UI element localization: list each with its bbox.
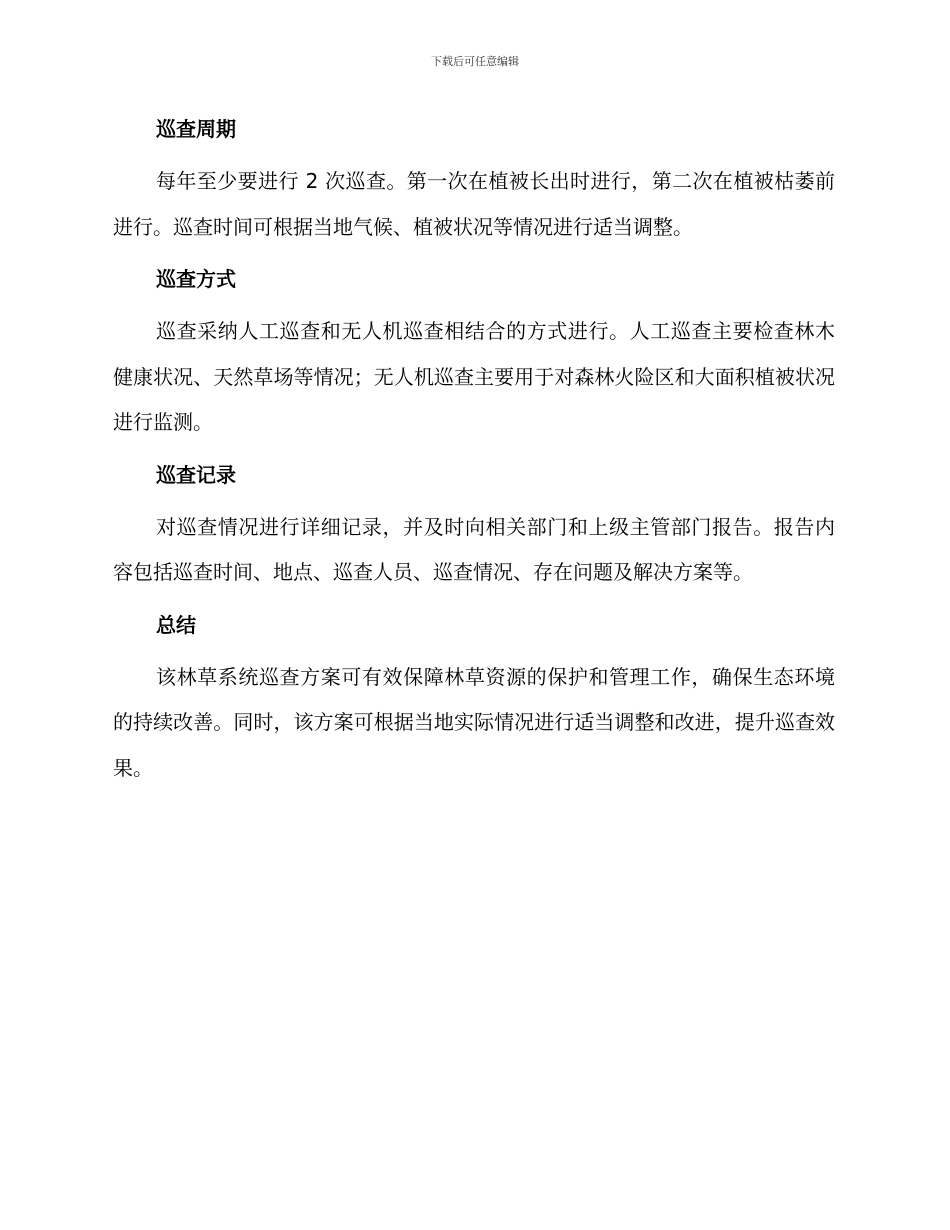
section-heading: 巡查记录	[156, 462, 236, 487]
section-patrol-record	[113, 459, 835, 596]
section-heading: 巡查方式	[156, 267, 236, 291]
section-paragraph: 对巡查情况进行详细记录，并及时向相关部门和上级主管部门报告。报告内容包括巡查时间、地点、巡查人员、巡查情况、存在问题及解决方案等。	[113, 514, 835, 584]
document-body	[113, 113, 835, 804]
page-header: 下载后可任意编辑	[431, 55, 519, 68]
section-paragraph: 巡查采纳人工巡查和无人机巡查相结合的方式进行。人工巡查主要检查林木健康状况、天然草场等情况；无人机巡查主要用于对森林火险区和大面积植被状况进行监测。	[113, 319, 835, 434]
section-paragraph: 每年至少要进行 2 次巡查。第一次在植被长出时进行，第二次在植被枯萎前进行。巡查时间可根据当地气候、植被状况等情况进行适当调整。	[113, 169, 835, 239]
section-heading: 总结	[156, 612, 196, 637]
section-patrol-cycle	[113, 113, 835, 250]
section-paragraph: 该林草系统巡查方案可有效保障林草资源的保护和管理工作，确保生态环境的持续改善。同时，该方案可根据当地实际情况进行适当调整和改进，提升巡查效果。	[113, 664, 835, 780]
section-patrol-method	[113, 263, 835, 446]
section-summary	[113, 609, 835, 792]
section-heading: 巡查周期	[156, 117, 236, 141]
